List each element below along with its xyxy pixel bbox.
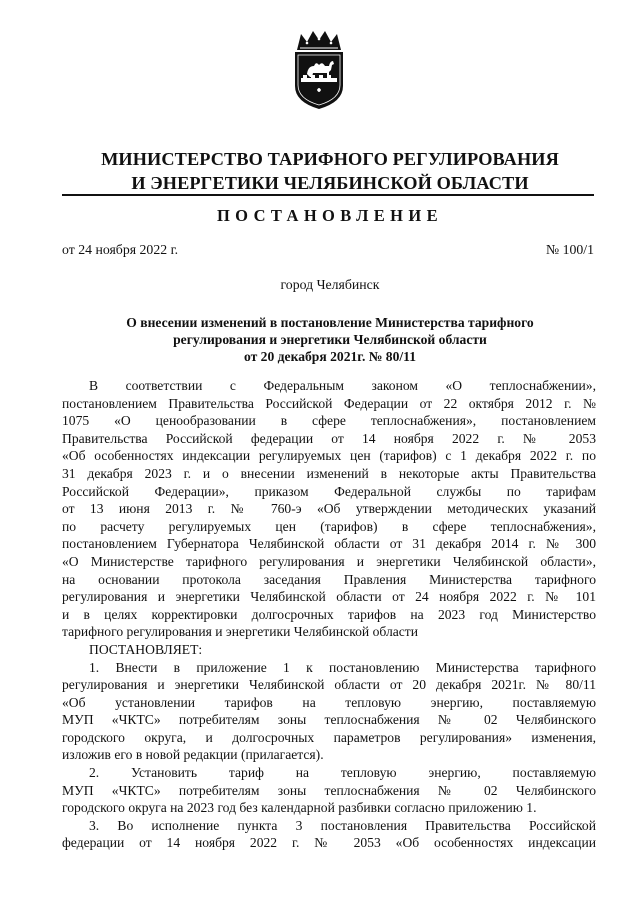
body-line: Правительства Российской федерации от 14 ноября 2022 г. № 2053 bbox=[62, 430, 596, 446]
document-body bbox=[62, 377, 596, 852]
item-2-line: МУП «ЧКТС» потребителям зоны теплоснабжения № 02 Челябинского bbox=[62, 782, 596, 798]
subject-line-3: от 20 декабря 2021г. № 80/11 bbox=[243, 349, 417, 364]
ministry-name-line-1: МИНИСТЕРСТВО ТАРИФНОГО РЕГУЛИРОВАНИЯ bbox=[101, 149, 559, 169]
body-line: Российской Федерации», приказом Федеральной службы по тарифам bbox=[62, 483, 596, 499]
body-line: тарифного регулирования и энергетики Челябинской области bbox=[62, 624, 419, 640]
item-1-line: изложив его в новой редакции (прилагается). bbox=[62, 747, 324, 763]
document-date: от 24 ноября 2022 г. bbox=[62, 242, 179, 257]
document-number: № 100/1 bbox=[545, 242, 594, 257]
body-line: на основании протокола заседания Правления Министерства тарифного bbox=[62, 571, 596, 587]
ministry-name bbox=[60, 147, 600, 195]
body-line: регулирования и энергетики Челябинской области от 24 ноября 2022 г. № 101 bbox=[62, 589, 596, 605]
body-line: по расчету регулируемых цен (тарифов) в сфере теплоснабжения», bbox=[62, 518, 596, 534]
item-1-line: городского округа, и долгосрочных параметров регулирования» изменения, bbox=[62, 729, 596, 745]
body-line: постановлением Губернатора Челябинской области от 31 декабря 2014 г. № 300 bbox=[62, 536, 596, 552]
item-1-line: 1. Внести в приложение 1 к постановлению Министерства тарифного bbox=[89, 659, 596, 675]
item-1-line: МУП «ЧКТС» потребителям зоны теплоснабжения № 02 Челябинского bbox=[62, 712, 596, 728]
item-2-line: 2. Установить тариф на тепловую энергию, поставляемую bbox=[89, 765, 596, 781]
document-type: ПОСТАНОВЛЕНИЕ bbox=[216, 206, 444, 225]
body-line: от 13 июня 2013 г. № 760-э «Об утверждении методических указаний bbox=[62, 501, 596, 517]
body-line: 1075 «О ценообразовании в сфере теплоснабжения», постановлением bbox=[62, 413, 596, 429]
item-3-line: федерации от 14 ноября 2022 г. № 2053 «Об особенностях индексации bbox=[62, 835, 596, 851]
chelyabinsk-coat-of-arms-icon bbox=[287, 28, 351, 112]
item-3-line: 3. Во исполнение пункта 3 постановления Правительства Российской bbox=[89, 817, 596, 833]
header-divider bbox=[62, 194, 594, 196]
body-line: постановлением Правительства Российской Федерации от 22 октября 2012 г. № bbox=[62, 395, 596, 411]
item-1-line: регулирования и энергетики Челябинской области от 20 декабря 2021г. № 80/11 bbox=[62, 677, 596, 693]
item-1-line: «Об установлении тарифов на тепловую энергию, поставляемую bbox=[62, 694, 596, 710]
ministry-name-line-2: И ЭНЕРГЕТИКИ ЧЕЛЯБИНСКОЙ ОБЛАСТИ bbox=[131, 173, 529, 193]
item-2-line: городского округа на 2023 год без календарной разбивки согласно приложению 1. bbox=[62, 800, 537, 816]
body-line: 31 декабря 2023 г. и о внесении изменений в некоторые акты Правительства bbox=[62, 465, 596, 481]
subject-line-2: регулирования и энергетики Челябинской области bbox=[173, 332, 487, 347]
subject-line-1: О внесении изменений в постановление Министерства тарифного bbox=[126, 315, 534, 330]
body-line: В соответствии с Федеральным законом «О теплоснабжении», bbox=[89, 378, 596, 393]
body-line: «О Министерстве тарифного регулирования и энергетики Челябинской области», bbox=[62, 553, 596, 569]
decree-keyword: ПОСТАНОВЛЯЕТ: bbox=[89, 641, 203, 657]
document-city: город Челябинск bbox=[280, 277, 380, 292]
document-subject bbox=[60, 314, 600, 365]
body-line: и в целях корректировки долгосрочных тарифов на 2023 год Министерство bbox=[62, 606, 596, 622]
body-line: «Об особенностях индексации регулируемых цен (тарифов) с 1 декабря 2022 г. по bbox=[62, 448, 596, 464]
